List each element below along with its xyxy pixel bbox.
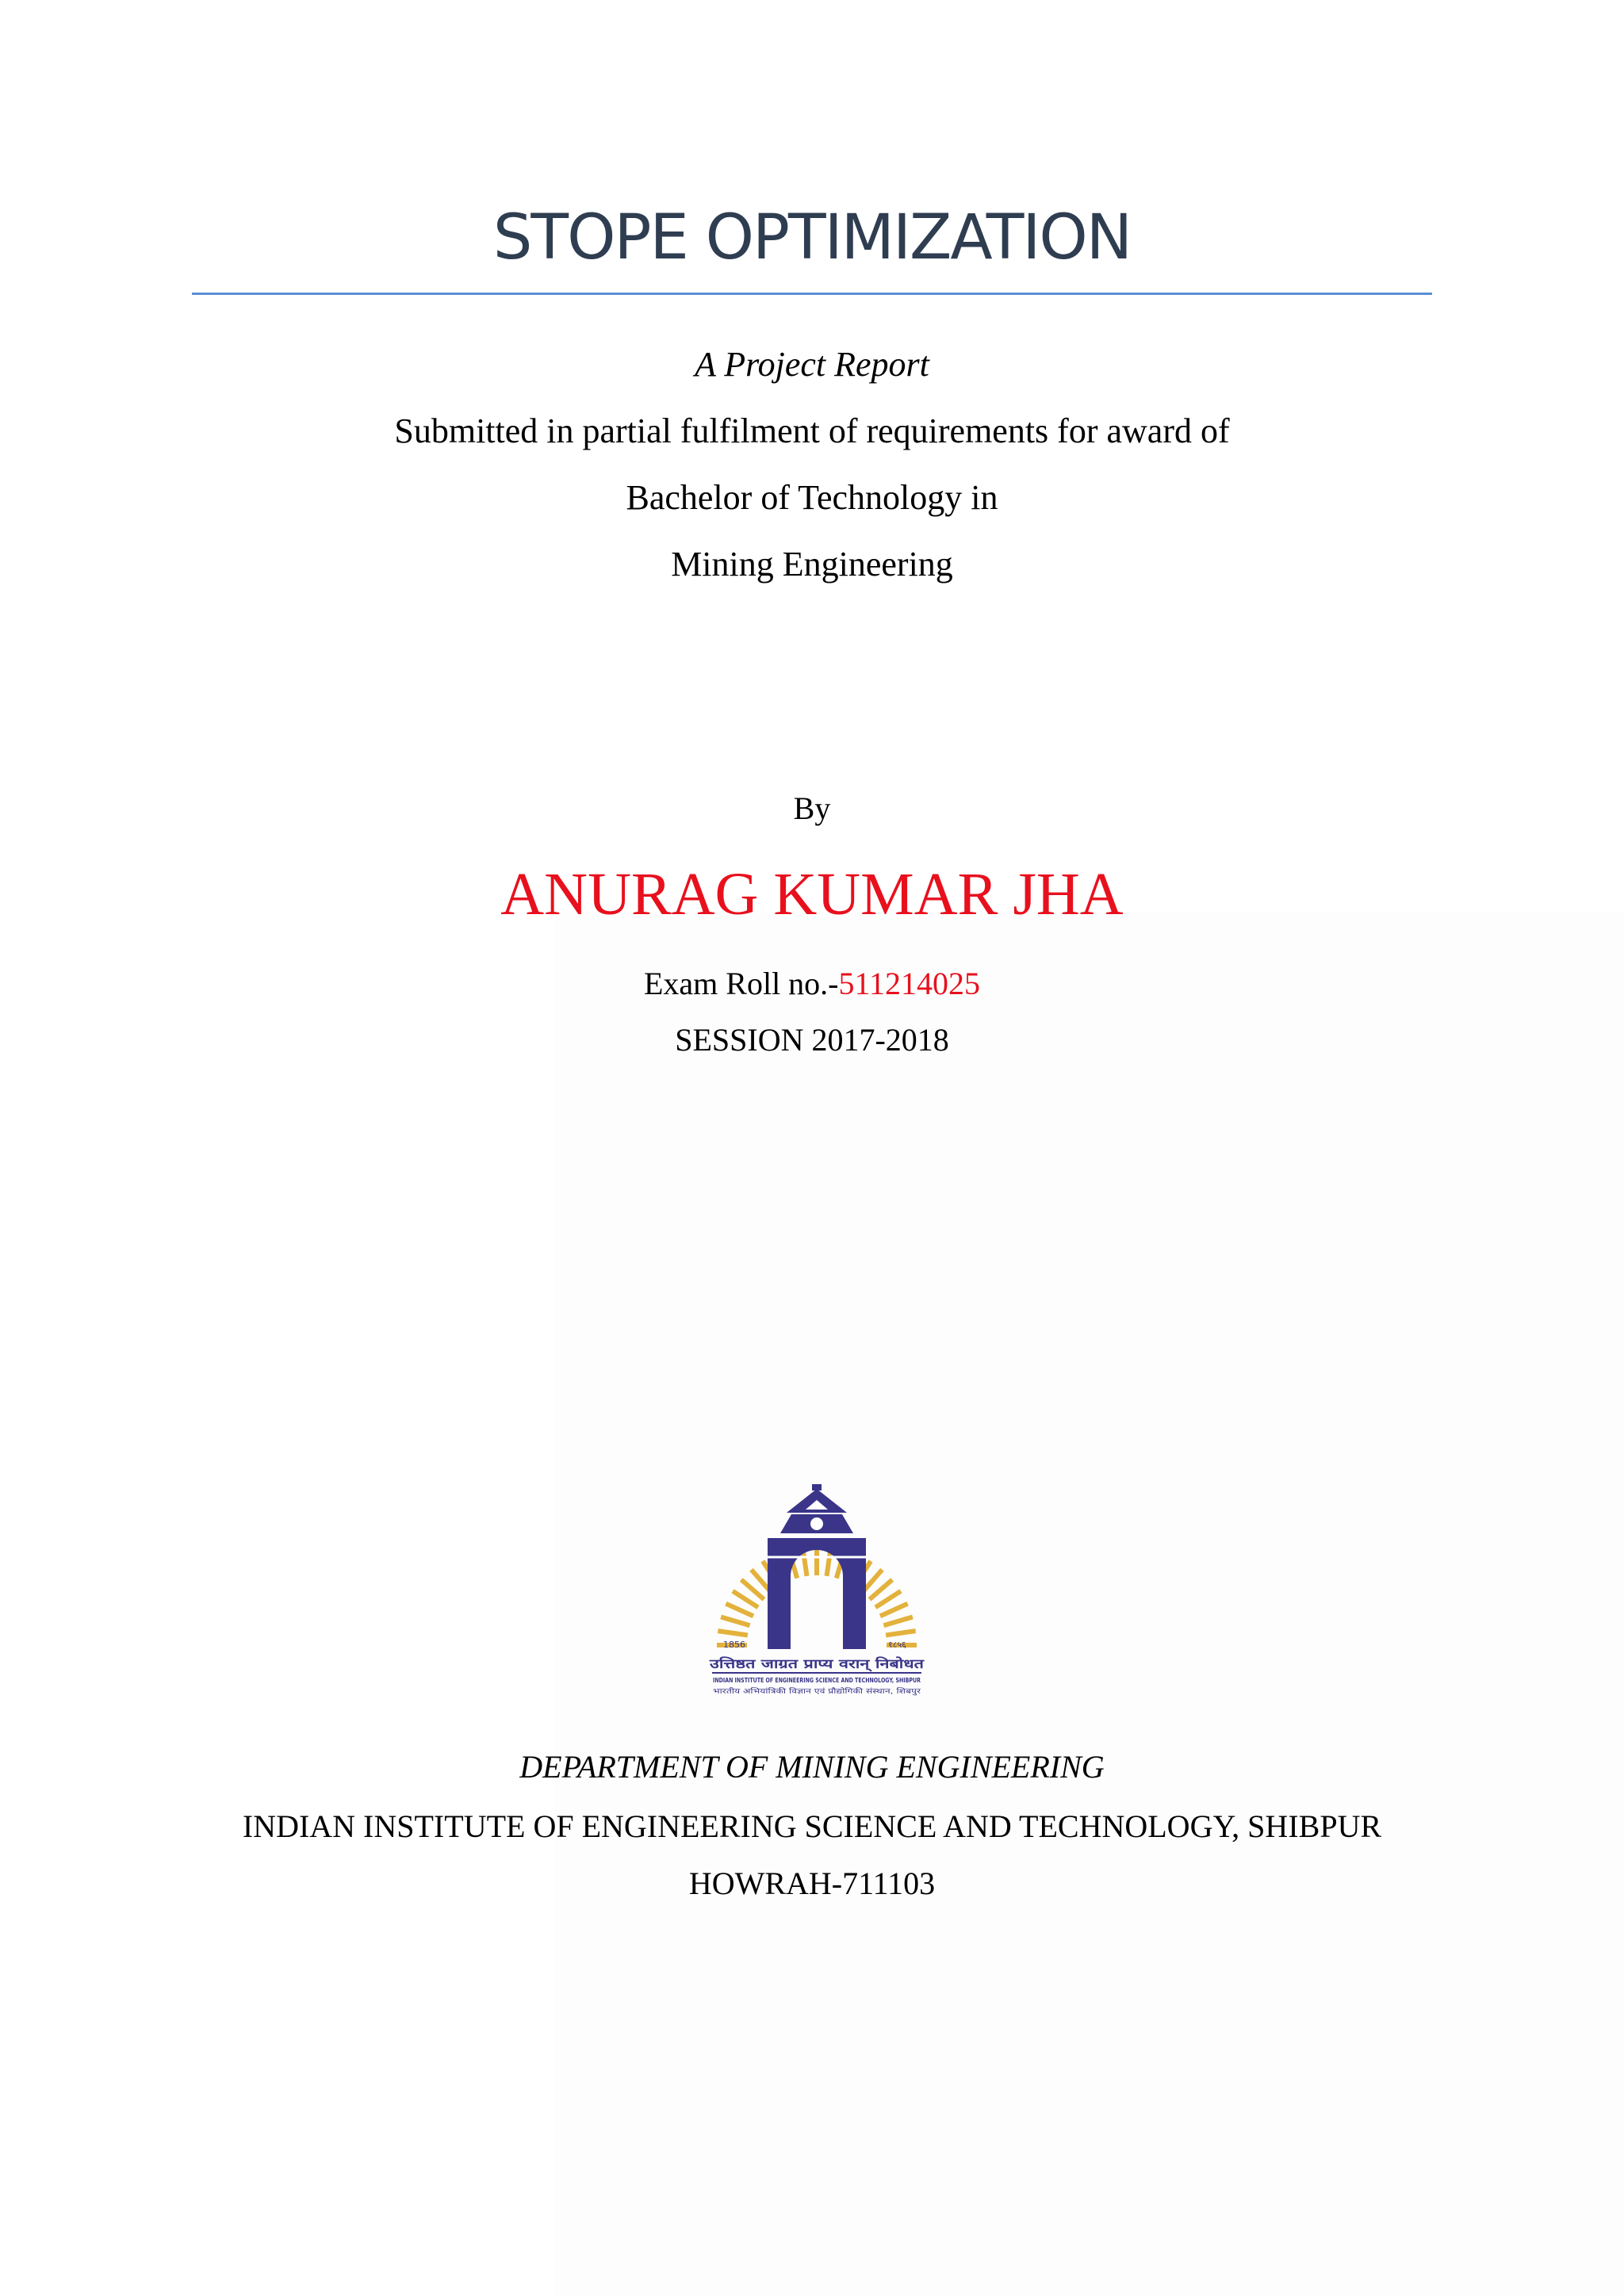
discipline-line: Mining Engineering [671,545,953,584]
department-name: DEPARTMENT OF MINING ENGINEERING [519,1749,1105,1785]
logo-motto: उत्तिष्ठत जाग्रत प्राप्य वरान् निबोधत [710,1656,869,1671]
logo-year-right: १८५६ [888,1640,906,1650]
author-name: ANURAG KUMAR JHA [500,861,1124,928]
sun-ray [886,1631,916,1635]
exam-roll [0,965,1624,1002]
institute-logo [698,1483,936,1705]
sunburst-rays [717,1545,917,1645]
tower-oculus [810,1517,823,1530]
submission-line: Submitted in partial fulfilment of requirements for award of [394,411,1230,450]
sun-ray [718,1631,748,1635]
logo-name-en: INDIAN INSTITUTE OF ENGINEERING SCIENCE AND TECHNOLOGY, SHIBPUR [713,1677,921,1684]
report-title: STOPE OPTIMIZATION [492,202,1132,274]
institute-address: HOWRAH-711103 [688,1866,936,1901]
sun-ray [721,1617,750,1626]
logo-name-hi: भारतीय अभियांत्रिकी विज्ञान एवं प्रौद्योगिकी संस्थान, शिबपुर [713,1688,866,1696]
sun-ray [880,1604,908,1617]
roll-label: Exam Roll no.- [643,966,839,1001]
sun-ray [883,1617,913,1626]
degree-line: Bachelor of Technology in [626,478,998,517]
sun-ray [726,1604,753,1617]
institute-name: INDIAN INSTITUTE OF ENGINEERING SCIENCE AND TECHNOLOGY, SHIBPUR [242,1808,1382,1844]
logo-year-left: 1856 [723,1640,745,1650]
roll-number: 511214025 [838,966,981,1001]
session: SESSION 2017-2018 [675,1022,949,1058]
by-label: By [793,790,831,826]
title-underline [192,293,1432,295]
report-type: A Project Report [695,345,929,384]
